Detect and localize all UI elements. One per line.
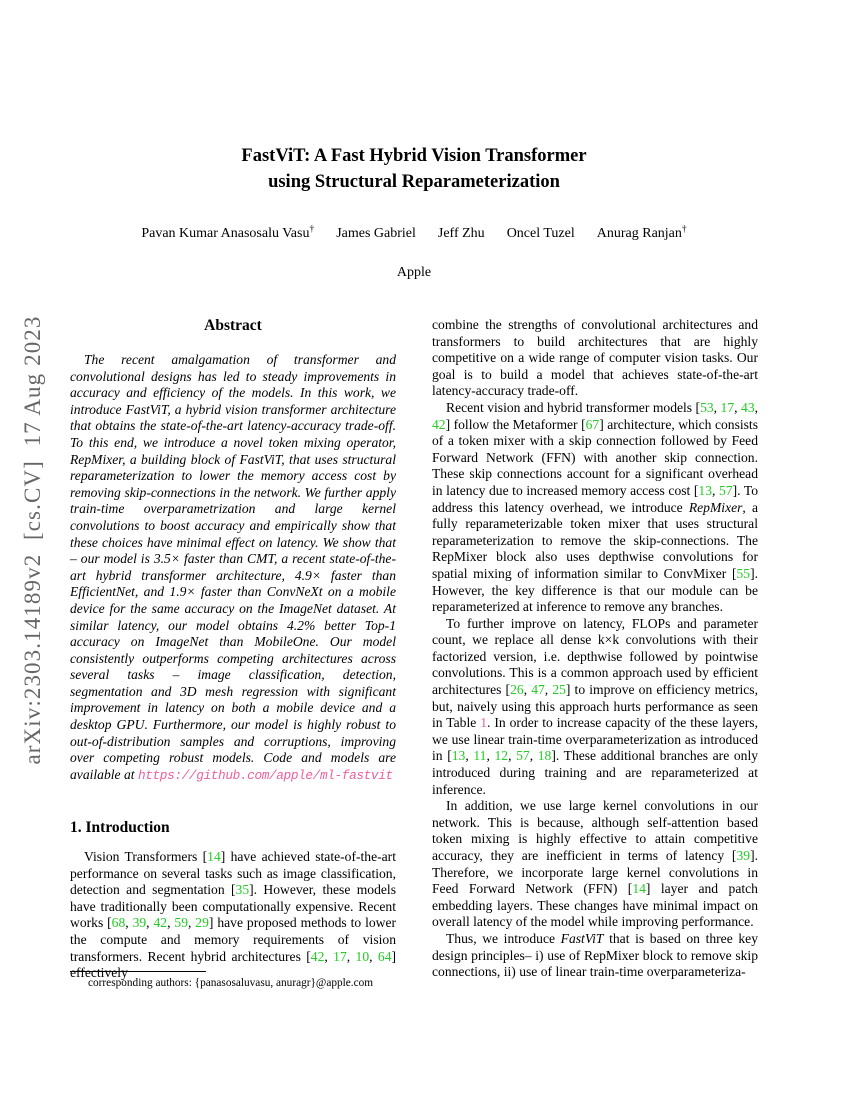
citation-link[interactable]: 13 — [451, 748, 466, 764]
left-column-abstract — [70, 317, 396, 784]
citation-link[interactable]: 43 — [741, 399, 755, 415]
citation-link[interactable]: 29 — [195, 915, 209, 931]
citation-link[interactable]: 59 — [174, 915, 188, 931]
title-line-1: FastViT: A Fast Hybrid Vision Transformer — [241, 146, 587, 166]
left-column-introduction — [70, 819, 396, 982]
citation-link[interactable]: 57 — [719, 482, 733, 498]
citation-link[interactable]: 39 — [132, 915, 147, 931]
citation-link[interactable]: 13 — [698, 482, 713, 498]
citation-link[interactable]: 42 — [432, 416, 446, 432]
citation-link[interactable]: 47 — [531, 682, 545, 698]
emphasis: RepMixer — [688, 499, 743, 515]
citation-link[interactable]: 55 — [736, 565, 751, 581]
citation-link[interactable]: 35 — [235, 882, 250, 898]
citation-link[interactable]: 12 — [494, 748, 509, 764]
citation-link[interactable]: 26 — [510, 682, 524, 698]
arxiv-stamp: arXiv:2303.14189v2 [cs.CV] 17 Aug 2023 — [20, 315, 45, 765]
introduction-paragraph: Vision Transformers [14] have achieved state-of-the-art performance on several tasks such as image classification, detection and segmentation [35]. However, these models have traditionally been computationally expensive. Recent works [68, 39, 42, 59, 29] have proposed methods to lower the compute and memory requirements of vision transformers. Recent hybrid architectures [42, 17, 10, 64] effectively — [70, 849, 397, 981]
citation-link[interactable]: 42 — [310, 948, 325, 964]
citation-link[interactable]: 17 — [333, 948, 347, 964]
citation-link[interactable]: 14 — [632, 881, 646, 897]
citation-link[interactable]: 17 — [720, 399, 735, 415]
citation-link[interactable]: 68 — [111, 915, 126, 931]
citation-link[interactable]: 14 — [207, 849, 221, 864]
superscript: † — [681, 224, 687, 235]
emphasis: FastViT — [560, 930, 604, 946]
paragraph: Recent vision and hybrid transformer models [53, 17, 43, 42] follow the Metaformer [67] architecture, which consists of a token mixer with a skip connection followed by Feed Forward Network (FFN) with another skip connection. These skip connections account for a significant overhead in latency due to increased memory access cost [13, 57]. To address this latency overhead, we introduce RepMixer, a fully reparameterizable token mixer that uses structural reparameterization to remove the skip-connections. The RepMixer block also uses depthwise convolutions for spatial mixing of information similar to ConvMixer [55]. However, the key difference is that our module can be reparameterized at inference to remove any branches. — [432, 399, 759, 615]
footnote — [70, 971, 396, 991]
url-link[interactable]: https://github.com/apple/ml-fastvit — [137, 767, 393, 783]
paragraph: combine the strengths of convolutional architectures and transformers to build architectures that are highly competitive on a wide range of computer vision tasks. Our goal is to build a model that achieves state-of-the-art latency-accuracy trade-off. — [432, 317, 758, 399]
citation-link[interactable]: 10 — [355, 948, 370, 964]
paragraph: To further improve on latency, FLOPs and parameter count, we replace all dense k×k convolutions with their factorized version, i.e. depthwise followed by pointwise convolutions. This is a common approach used by efficient architectures [26, 47, 25] to improve on efficiency metrics, but, naively using this approach hurts performance as seen in Table 1. In order to increase capacity of the these layers, we use linear train-time overparameterization as introduced in [13, 11, 12, 57, 18]. These additional branches are only introduced during training and are reparameterized at inference. — [432, 615, 759, 797]
ref-link[interactable]: 1 — [480, 715, 488, 731]
citation-link[interactable]: 25 — [552, 682, 566, 698]
abstract-paragraph: The recent amalgamation of transformer and convolutional designs has led to steady improvements in accuracy and efficiency of the models. In this work, we introduce FastViT, a hybrid vision transformer architecture that obtains the state-of-the-art latency-accuracy trade-off. To this end, we introduce a novel token mixing operator, RepMixer, a building block of FastViT, that uses structural reparameterization to lower the memory access cost by removing skip-connections in the network. We further apply train-time overparametrization and large kernel convolutions to boost accuracy and empirically show that these choices have minimal effect on latency. We show that – our model is 3.5× faster than CMT, a recent state-of-the-art hybrid transformer architecture, 4.9× faster than EfficientNet, and 1.9× faster than ConvNeXt on a mobile device for the same accuracy on the ImageNet dataset. At similar latency, our model obtains 4.2% better Top-1 accuracy on ImageNet than MobileOne. Our model consistently outperforms competing architectures across several tasks – image classification, detection, segmentation and 3D mesh regression with significant improvement in latency on both a mobile device and a desktop GPU. Furthermore, our model is highly robust to out-of-distribution samples and corruptions, improving over competing robust models. Code and models are available at https://github.com/apple/ml-fastvit — [70, 352, 396, 783]
citation-link[interactable]: 42 — [153, 915, 168, 931]
paragraph: In addition, we use large kernel convolutions in our network. This is because, although self-attention based token mixing is highly effective to attain competitive accuracy, they are inefficient in terms of latency [39]. Therefore, we incorporate large kernel convolutions in Feed Forward Network (FFN) [14] layer and patch embedding layers. These changes have minimal impact on overall latency of the model while improving performance. — [432, 798, 758, 930]
citation-link[interactable]: 64 — [377, 948, 392, 964]
paper-title — [70, 143, 758, 195]
abstract-heading: Abstract — [204, 317, 262, 334]
title-line-2: using Structural Reparameterization — [268, 172, 560, 192]
footnote-rule — [70, 971, 206, 972]
citation-link[interactable]: 57 — [516, 748, 530, 764]
citation-link[interactable]: 18 — [537, 748, 552, 764]
citation-link[interactable]: 39 — [736, 848, 751, 863]
superscript: † — [309, 224, 315, 235]
footnote-text: corresponding authors: {panasosaluvasu, anuragr}@apple.com — [88, 977, 374, 989]
introduction-heading: 1. Introduction — [70, 819, 170, 836]
right-column — [432, 317, 758, 981]
paragraph: Thus, we introduce FastViT that is based on three key design principles– i) use of RepMixer block to remove skip connections, ii) use of linear train-time overparameteriza- — [432, 930, 759, 980]
authors-line: Pavan Kumar Anasosalu Vasu† James Gabriel Jeff Zhu Oncel Tuzel Anurag Ranjan† — [141, 224, 687, 241]
affiliation: Apple — [396, 265, 432, 280]
citation-link[interactable]: 67 — [585, 416, 600, 432]
citation-link[interactable]: 53 — [700, 399, 714, 415]
citation-link[interactable]: 11 — [473, 748, 487, 764]
